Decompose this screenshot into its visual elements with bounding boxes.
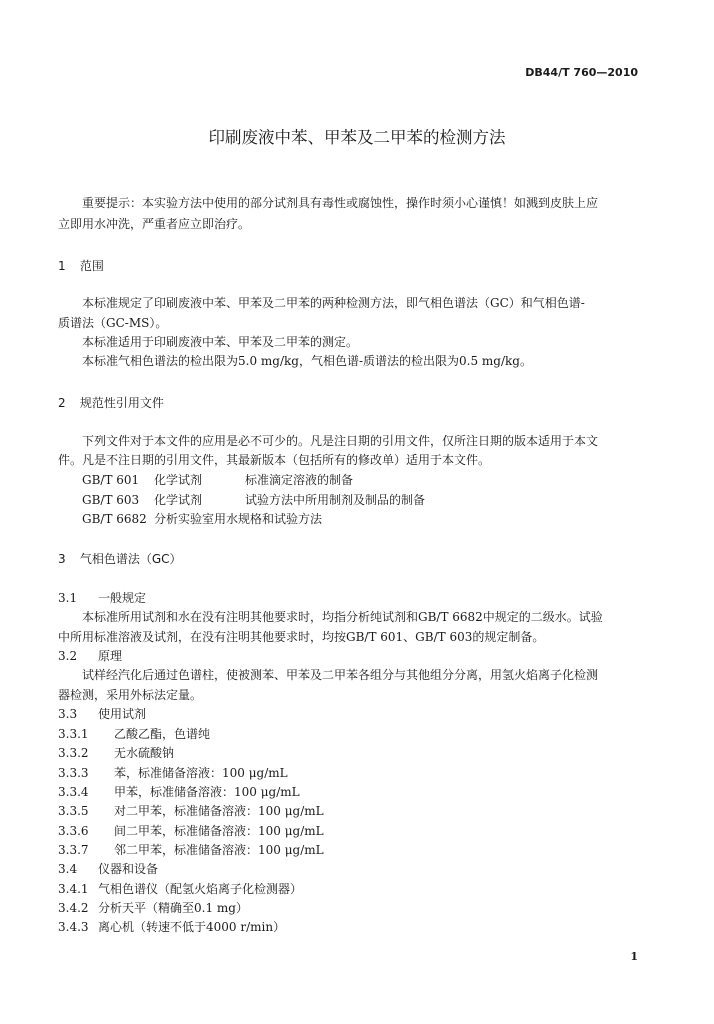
subsection-3-2-line-1: 试样经汽化后通过色谱柱，使被测苯、甲苯及二甲苯各组分与其他组分分离，用氢火焰离子化检测: [82, 668, 599, 682]
section-1-para-1-line-2: 质谱法（GC-MS）。: [58, 316, 168, 330]
subsection-3-1-line-2: 中所用标准溶液及试剂，在没有注明其他要求时，均按GB/T 601、GB/T 603的规定制备。: [58, 630, 545, 644]
subsection-3-1-heading: [58, 589, 146, 606]
item-number: 3.3.3: [58, 766, 89, 780]
item-text: 间二甲苯，标准储备溶液：100 μg/mL: [114, 824, 324, 838]
item-number: 3.3.1: [58, 727, 89, 741]
subsection-title: 仪器和设备: [98, 862, 159, 876]
page-number: 1: [630, 950, 638, 963]
reference-desc: 标准滴定溶液的制备: [245, 473, 354, 487]
warning-line-2: 立即用水冲洗，严重者应立即治疗。: [58, 217, 251, 231]
reference-code: GB/T 601: [82, 473, 140, 487]
item-number: 3.4.1: [58, 882, 89, 896]
instrument-item: [58, 899, 248, 916]
subsection-3-3-heading: [58, 705, 146, 722]
subsection-number: 3.1: [58, 591, 78, 605]
section-1-para-3: 本标准气相色谱法的检出限为5.0 mg/kg，气相色谱-质谱法的检出限为0.5 mg/kg。: [82, 354, 532, 368]
item-number: 3.3.6: [58, 824, 89, 838]
item-text: 对二甲苯，标准储备溶液：100 μg/mL: [114, 804, 324, 818]
item-text: 分析天平（精确至0.1 mg）: [98, 901, 248, 915]
item-text: 甲苯，标准储备溶液：100 μg/mL: [114, 785, 300, 799]
reference-item: [82, 471, 353, 488]
subsection-3-1-line-1: 本标准所用试剂和水在没有注明其他要求时，均指分析纯试剂和GB/T 6682中规定的二级水。试验: [82, 610, 603, 624]
section-number: 3: [58, 552, 66, 566]
reference-name: 化学试剂: [154, 493, 203, 507]
section-2-heading: [58, 394, 164, 411]
subsection-3-2-line-2: 器检测，采用外标法定量。: [58, 688, 203, 702]
reference-desc: 试验方法中所用制剂及制品的制备: [245, 493, 426, 507]
item-text: 苯，标准储备溶液：100 μg/mL: [114, 766, 288, 780]
section-number: 1: [58, 259, 66, 273]
reagent-item: [58, 841, 324, 858]
subsection-title: 使用试剂: [98, 707, 147, 721]
instrument-item: [58, 918, 285, 935]
reference-code: GB/T 603: [82, 493, 140, 507]
section-number: 2: [58, 396, 66, 410]
item-number: 3.3.4: [58, 785, 89, 799]
subsection-number: 3.2: [58, 649, 78, 663]
subsection-title: 一般规定: [98, 591, 147, 605]
reagent-item: [58, 783, 300, 800]
reagent-item: [58, 744, 174, 761]
reference-name: 分析实验室用水规格和试验方法: [154, 512, 323, 526]
section-title: 范围: [79, 259, 104, 273]
reagent-item: [58, 802, 324, 819]
reference-code: GB/T 6682: [82, 512, 147, 526]
subsection-3-4-heading: [58, 860, 158, 877]
section-1-para-1-line-1: 本标准规定了印刷废液中苯、甲苯及二甲苯的两种检测方法，即气相色谱法（GC）和气相色谱-: [82, 296, 585, 310]
reagent-item: [58, 725, 210, 742]
reagent-item: [58, 822, 324, 839]
item-text: 乙酸乙酯，色谱纯: [114, 727, 211, 741]
section-title: 规范性引用文件: [79, 396, 164, 410]
section-1-para-2: 本标准适用于印刷废液中苯、甲苯及二甲苯的测定。: [82, 335, 359, 349]
item-text: 离心机（转速不低于4000 r/min）: [98, 920, 286, 934]
section-title: 气相色谱法（GC）: [79, 552, 182, 566]
section-1-heading: [58, 257, 104, 274]
standard-code: DB44/T 760—2010: [525, 66, 638, 79]
item-text: 邻二甲苯，标准储备溶液：100 μg/mL: [114, 843, 324, 857]
reagent-item: [58, 764, 288, 781]
reference-item: [82, 510, 322, 527]
reference-item: [82, 491, 425, 508]
item-number: 3.3.5: [58, 804, 89, 818]
item-number: 3.3.7: [58, 843, 89, 857]
section-3-heading: [58, 550, 182, 567]
instrument-item: [58, 880, 302, 897]
warning-line-1: 重要提示：本实验方法中使用的部分试剂具有毒性或腐蚀性，操作时须小心谨慎！如溅到皮肤上应: [82, 196, 599, 210]
item-text: 气相色谱仪（配氢火焰离子化检测器）: [98, 882, 303, 896]
subsection-number: 3.3: [58, 707, 78, 721]
section-2-para-line-1: 下列文件对于本文件的应用是必不可少的。凡是注日期的引用文件，仅所注日期的版本适用于本文: [82, 434, 599, 448]
item-number: 3.3.2: [58, 746, 89, 760]
item-number: 3.4.3: [58, 920, 89, 934]
section-2-para-line-2: 件。凡是不注日期的引用文件，其最新版本（包括所有的修改单）适用于本文件。: [58, 453, 491, 467]
subsection-3-2-heading: [58, 647, 122, 664]
subsection-number: 3.4: [58, 862, 78, 876]
item-text: 无水硫酸钠: [114, 746, 175, 760]
item-number: 3.4.2: [58, 901, 89, 915]
reference-name: 化学试剂: [154, 473, 203, 487]
subsection-title: 原理: [98, 649, 123, 663]
document-title: 印刷废液中苯、甲苯及二甲苯的检测方法: [208, 128, 506, 147]
